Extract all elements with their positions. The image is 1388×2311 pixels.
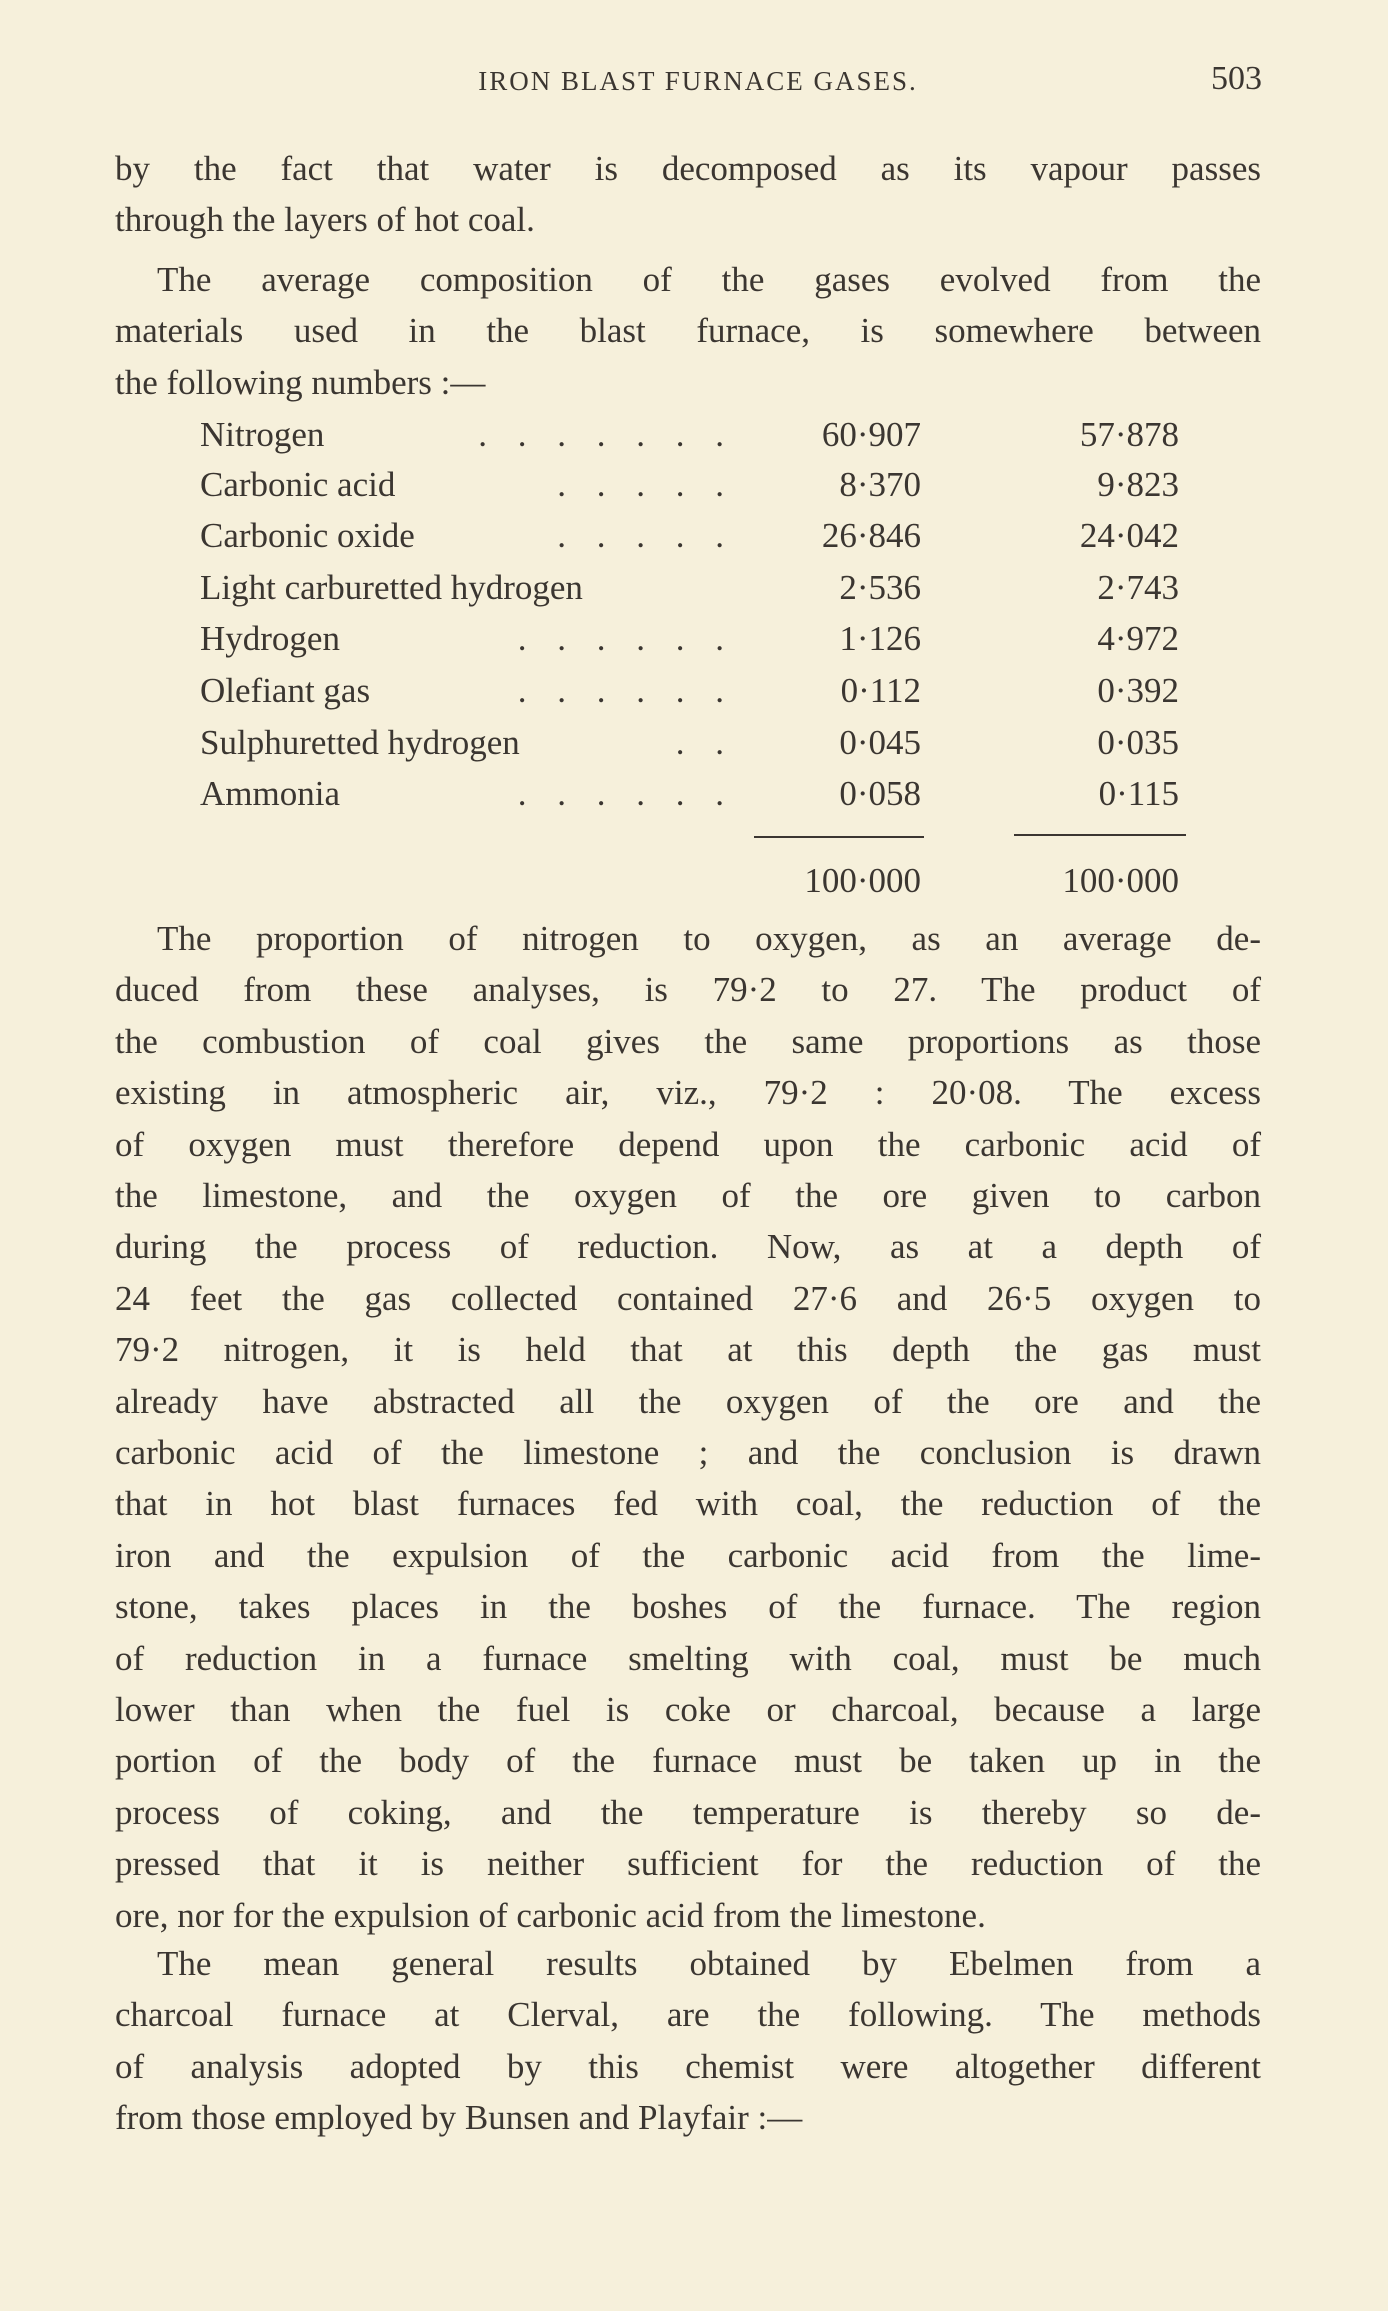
para3-line: ore, nor for the expulsion of carbonic acid from the limestone. (115, 1895, 986, 1935)
para3-line: already have abstracted all the oxygen of the ore and the (115, 1381, 1261, 1421)
value-col2: 0·115 (1098, 774, 1179, 813)
page-number: 503 (1211, 60, 1262, 97)
value-col2: 24·042 (1079, 516, 1179, 555)
dot-leader: . . . . . . . (478, 415, 735, 454)
para3-line: iron and the expulsion of the carbonic acid from the lime- (115, 1535, 1261, 1575)
value-col2: 2·743 (1097, 568, 1179, 607)
table-row (200, 721, 1190, 765)
para1-line: by the fact that water is decomposed as its vapour passes (115, 149, 1261, 188)
total-rule-col1 (754, 836, 924, 838)
para3-line: lower than when the fuel is coke or charcoal, because a large (115, 1690, 1261, 1729)
para3-line: pressed that it is neither sufficient for the reduction of the (115, 1844, 1261, 1884)
para2-line: materials used in the blast furnace, is somewhere between (115, 311, 1261, 351)
para4-line: The mean general results obtained by Ebelmen from a (157, 1944, 1261, 1983)
para2-line: The average composition of the gases evolved from the (157, 260, 1261, 299)
dot-leader: . . . . . (557, 465, 735, 504)
gas-label: Nitrogen (200, 415, 325, 454)
gas-label: Sulphuretted hydrogen (200, 723, 520, 762)
para3-line: The proportion of nitrogen to oxygen, as an average de- (157, 919, 1261, 958)
running-head: IRON BLAST FURNACE GASES. (478, 66, 918, 96)
table-row (200, 566, 1190, 610)
para3-line: 79·2 nitrogen, it is held that at this depth the gas must (115, 1330, 1261, 1370)
value-col1: 1·126 (839, 619, 921, 658)
para4-line: of analysis adopted by this chemist were altogether different (115, 2046, 1261, 2086)
para3-line: of reduction in a furnace smelting with coal, must be much (115, 1638, 1261, 1678)
para2-line: the following numbers :— (115, 362, 486, 402)
value-col2: 0·392 (1097, 671, 1179, 710)
table-row (200, 514, 1190, 558)
gas-label: Carbonic oxide (200, 516, 415, 555)
para3-line: 24 feet the gas collected contained 27·6 and 26·5 oxygen to (115, 1278, 1261, 1318)
table-row (200, 669, 1190, 713)
para3-line: of oxygen must therefore depend upon the carbonic acid of (115, 1124, 1261, 1164)
para3-line: existing in atmospheric air, viz., 79·2 : 20·08. The excess (115, 1073, 1261, 1113)
dot-leader: . . . . . . (517, 671, 735, 710)
dot-leader: . . (675, 723, 735, 762)
table-row (200, 413, 1190, 457)
para3-line: the limestone, and the oxygen of the ore given to carbon (115, 1176, 1261, 1215)
para3-line: portion of the body of the furnace must be taken up in the (115, 1741, 1261, 1781)
para4-line: charcoal furnace at Clerval, are the following. The methods (115, 1995, 1261, 2035)
value-col1: 26·846 (821, 516, 921, 555)
totals-row (200, 859, 1190, 903)
value-col1: 2·536 (839, 568, 921, 607)
value-col2: 9·823 (1097, 465, 1179, 504)
para3-line: that in hot blast furnaces fed with coal, the reduction of the (115, 1484, 1261, 1524)
table-row (200, 617, 1190, 661)
gas-label: Ammonia (200, 774, 340, 813)
para1-line: through the layers of hot coal. (115, 200, 535, 240)
gas-label: Olefiant gas (200, 671, 371, 710)
value-col1: 8·370 (839, 465, 921, 504)
value-col2: 0·035 (1097, 723, 1179, 762)
table-row (200, 463, 1190, 507)
para3-line: carbonic acid of the limestone ; and the conclusion is drawn (115, 1433, 1261, 1472)
para3-line: duced from these analyses, is 79·2 to 27. The product of (115, 970, 1261, 1010)
total-rule-col2 (1014, 834, 1186, 836)
value-col1: 0·045 (839, 723, 921, 762)
total-v1: 100·000 (804, 861, 921, 900)
gas-label: Hydrogen (200, 619, 340, 658)
value-col1: 60·907 (821, 415, 921, 454)
table-row (200, 772, 1190, 816)
value-col1: 0·112 (840, 671, 921, 710)
para3-line: during the process of reduction. Now, as at a depth of (115, 1227, 1261, 1267)
para3-line: stone, takes places in the boshes of the furnace. The region (115, 1587, 1261, 1627)
dot-leader: . . . . . . (517, 774, 735, 813)
value-col1: 0·058 (839, 774, 921, 813)
total-v2: 100·000 (1062, 861, 1179, 900)
gas-label: Carbonic acid (200, 465, 396, 504)
dot-leader: . . . . . . (517, 619, 735, 658)
dot-leader: . . . . . (557, 516, 735, 555)
value-col2: 57·878 (1079, 415, 1179, 454)
value-col2: 4·972 (1097, 619, 1179, 658)
para3-line: process of coking, and the temperature is thereby so de- (115, 1792, 1261, 1832)
para3-line: the combustion of coal gives the same proportions as those (115, 1021, 1261, 1061)
gas-label: Light carburetted hydrogen (200, 568, 583, 607)
para4-line: from those employed by Bunsen and Playfair :— (115, 2098, 803, 2138)
